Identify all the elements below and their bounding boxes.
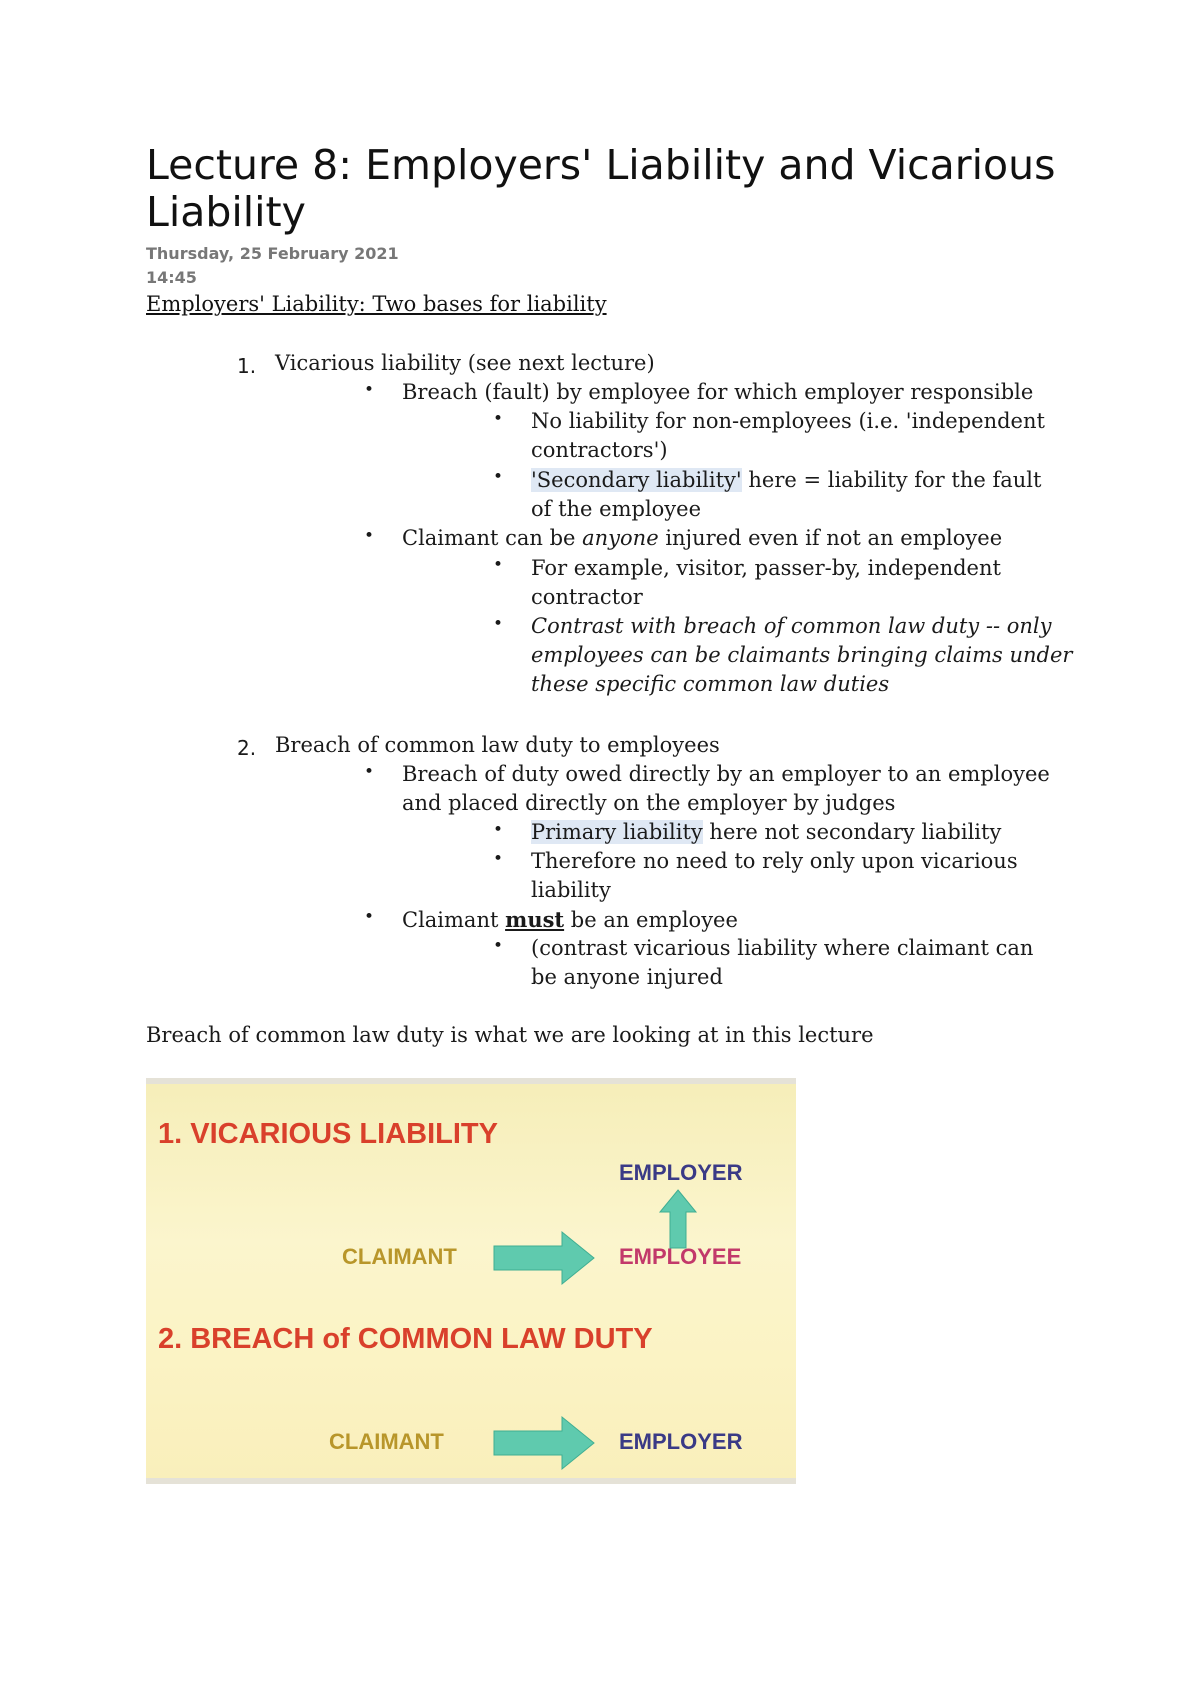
emphasis-must: must: [505, 907, 565, 932]
list-item: No liability for non-employees (i.e. 'independent: [531, 409, 1045, 433]
list-item-text: be an employee: [564, 908, 738, 932]
bullet-icon: •: [364, 907, 375, 927]
list-item: [402, 905, 738, 935]
list-item: be anyone injured: [531, 965, 723, 989]
diagram-employer-bottom: EMPLOYER: [619, 1429, 743, 1454]
bullet-icon: •: [364, 380, 375, 400]
list-item: [402, 524, 1002, 553]
bullet-icon: •: [493, 614, 504, 634]
list-item-common-law-duty: Breach of common law duty to employees: [275, 733, 720, 757]
list-item: (contrast vicarious liability where claimant can: [531, 936, 1034, 960]
note-date: Thursday, 25 February 2021: [146, 244, 399, 263]
list-item: Breach (fault) by employee for which employer responsible: [402, 380, 1034, 404]
list-item: contractors'): [531, 438, 668, 462]
bullet-icon: •: [493, 555, 504, 575]
bullet-icon: •: [493, 409, 504, 429]
list-item-text: here = liability for the fault: [741, 468, 1042, 492]
list-item-vicarious-liability: Vicarious liability (see next lecture): [275, 351, 655, 375]
highlight-secondary-liability: 'Secondary liability': [531, 468, 742, 492]
list-item: Breach of duty owed directly by an employer to an employee: [402, 762, 1050, 786]
list-item: Contrast with breach of common law duty -- only: [531, 614, 1052, 638]
diagram-heading-common-law: 2. BREACH of COMMON LAW DUTY: [158, 1323, 653, 1355]
list-item-text: Claimant can be: [402, 526, 583, 550]
list-item: contractor: [531, 585, 643, 609]
diagram-claimant-2: CLAIMANT: [329, 1429, 444, 1454]
diagram-employee: EMPLOYEE: [619, 1244, 742, 1269]
section-heading: Employers' Liability: Two bases for liability: [146, 292, 607, 316]
list-item-text: injured even if not an employee: [658, 526, 1003, 550]
list-item: these specific common law duties: [531, 672, 890, 696]
bullet-icon: •: [493, 849, 504, 869]
list-item-text: here not secondary liability: [702, 820, 1002, 844]
list-number-1: 1.: [237, 354, 257, 378]
list-item-text: Claimant: [402, 908, 506, 932]
diagram-employer-top: EMPLOYER: [619, 1160, 743, 1185]
list-item: of the employee: [531, 497, 702, 521]
highlight-primary-liability: Primary liability: [531, 820, 703, 844]
list-item: [531, 818, 1001, 847]
list-item: and placed directly on the employer by judges: [402, 791, 896, 815]
arrow-up-icon: [658, 1188, 698, 1250]
bullet-icon: •: [364, 526, 375, 546]
bullet-icon: •: [493, 467, 504, 487]
bullet-icon: •: [493, 936, 504, 956]
list-item: [531, 466, 1041, 495]
page-title: Lecture 8: Employers' Liability and Vicarious Liability: [146, 141, 1056, 236]
list-item: liability: [531, 878, 611, 902]
list-number-2: 2.: [237, 736, 257, 760]
bullet-icon: •: [493, 820, 504, 840]
diagram-claimant-1: CLAIMANT: [342, 1244, 457, 1269]
emphasis-anyone: anyone: [582, 526, 659, 550]
list-item: Therefore no need to rely only upon vicarious: [531, 849, 1018, 873]
arrow-right-icon: [492, 1230, 596, 1286]
arrow-right-icon: [492, 1415, 596, 1471]
liability-diagram: [146, 1078, 796, 1484]
closing-sentence: Breach of common law duty is what we are looking at in this lecture: [146, 1023, 874, 1047]
bullet-icon: •: [364, 762, 375, 782]
list-item: For example, visitor, passer-by, independent: [531, 556, 1001, 580]
note-time: 14:45: [146, 268, 197, 287]
diagram-heading-vicarious: 1. VICARIOUS LIABILITY: [158, 1118, 498, 1150]
list-item: employees can be claimants bringing claims under: [531, 643, 1073, 667]
